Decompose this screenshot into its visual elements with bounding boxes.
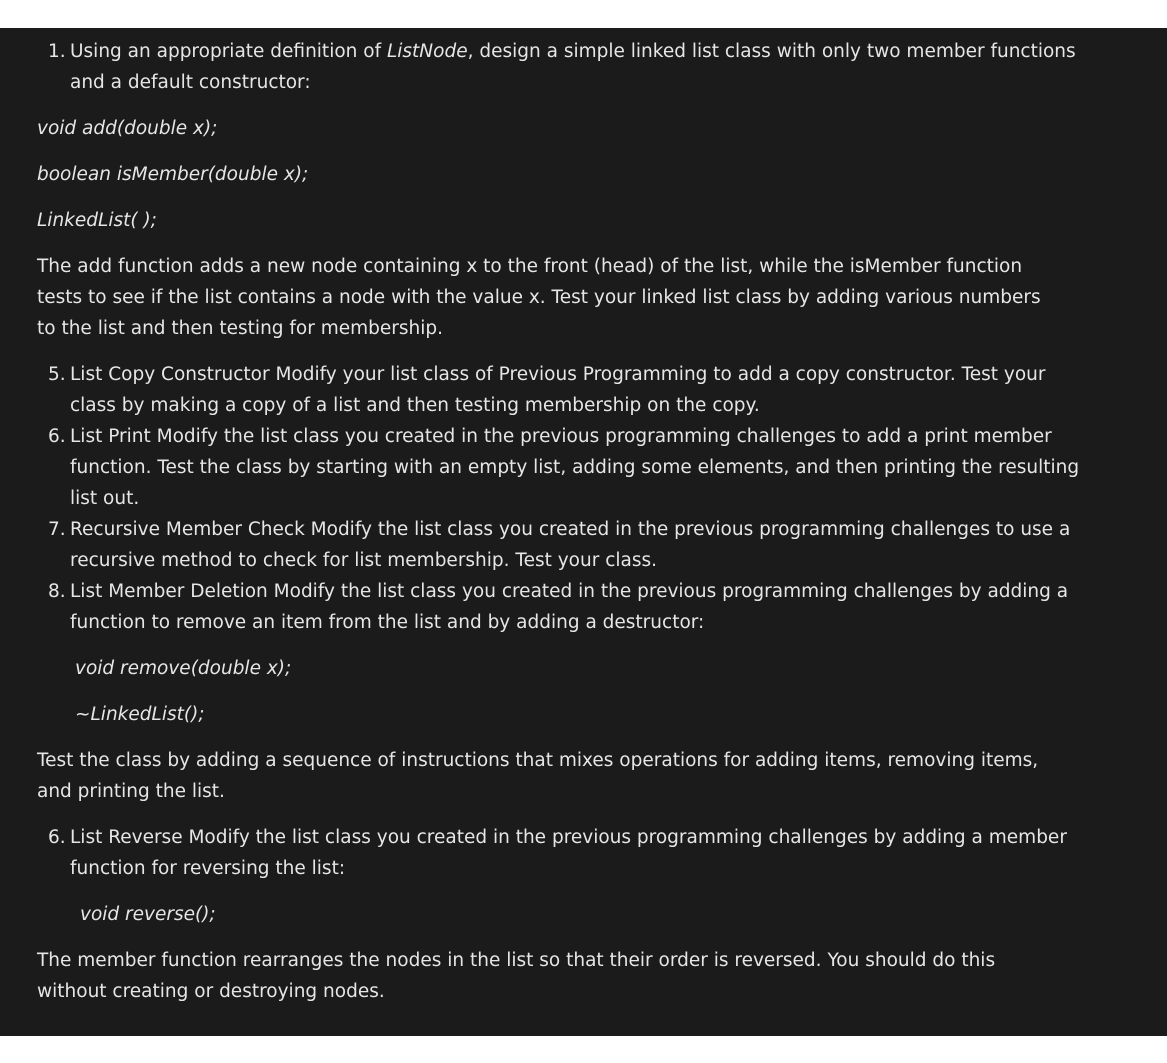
code-line: void reverse(); [80,904,216,925]
code-line: ~LinkedList(); [75,704,205,725]
item-number: 5. [48,364,66,385]
code-line: LinkedList( ); [37,210,157,231]
item-text-pre: Using an appropriate definition of [70,41,387,62]
item-text-post: , design a simple linked list class with only two member functions and a default constructor: [70,41,1076,93]
paragraph: The member function rearranges the nodes in the list so that their order is reversed. You should do this without creating or destroying nodes. [37,950,996,1002]
list-item [37,421,1080,514]
item-text: List Copy Constructor Modify your list class of Previous Programming to add a copy constructor. Test your class by making a copy of a list and then testing membership on the copy. [70,364,1046,416]
item-number: 8. [48,581,66,602]
item-text: List Member Deletion Modify the list class you created in the previous programming challenges by adding a function to remove an item from the list and by adding a destructor: [70,581,1069,633]
document-panel [0,28,1167,1036]
list-item [37,822,1080,884]
item-text: List Reverse Modify the list class you created in the previous programming challenges by adding a member function for reversing the list: [70,827,1067,879]
paragraph: The add function adds a new node containing x to the front (head) of the list, while the isMember function tests to see if the list contains a node with the value x. Test your linked list class by adding various numbers to the list and then testing for membership. [37,256,1041,339]
item-number: 6. [48,827,66,848]
code-line: void add(double x); [37,118,218,139]
code-line: boolean isMember(double x); [37,164,309,185]
item-text: List Print Modify the list class you created in the previous programming challenges to add a print member function. Test the class by starting with an empty list, adding some elements, and then printing the resulting list out. [70,426,1080,509]
item-number: 6. [48,426,66,447]
item-text: Recursive Member Check Modify the list class you created in the previous programming challenges to use a recursive method to check for list membership. Test your class. [70,519,1071,571]
paragraph: Test the class by adding a sequence of instructions that mixes operations for adding items, removing items, and printing the list. [37,750,1039,802]
item-number: 7. [48,519,66,540]
list-item [37,576,1080,638]
item-number: 1. [48,41,66,62]
item-text-emphasis: ListNode [386,41,468,62]
list-item [37,36,1080,98]
list-item [37,514,1080,576]
code-line: void remove(double x); [75,658,292,679]
list-item [37,359,1080,421]
